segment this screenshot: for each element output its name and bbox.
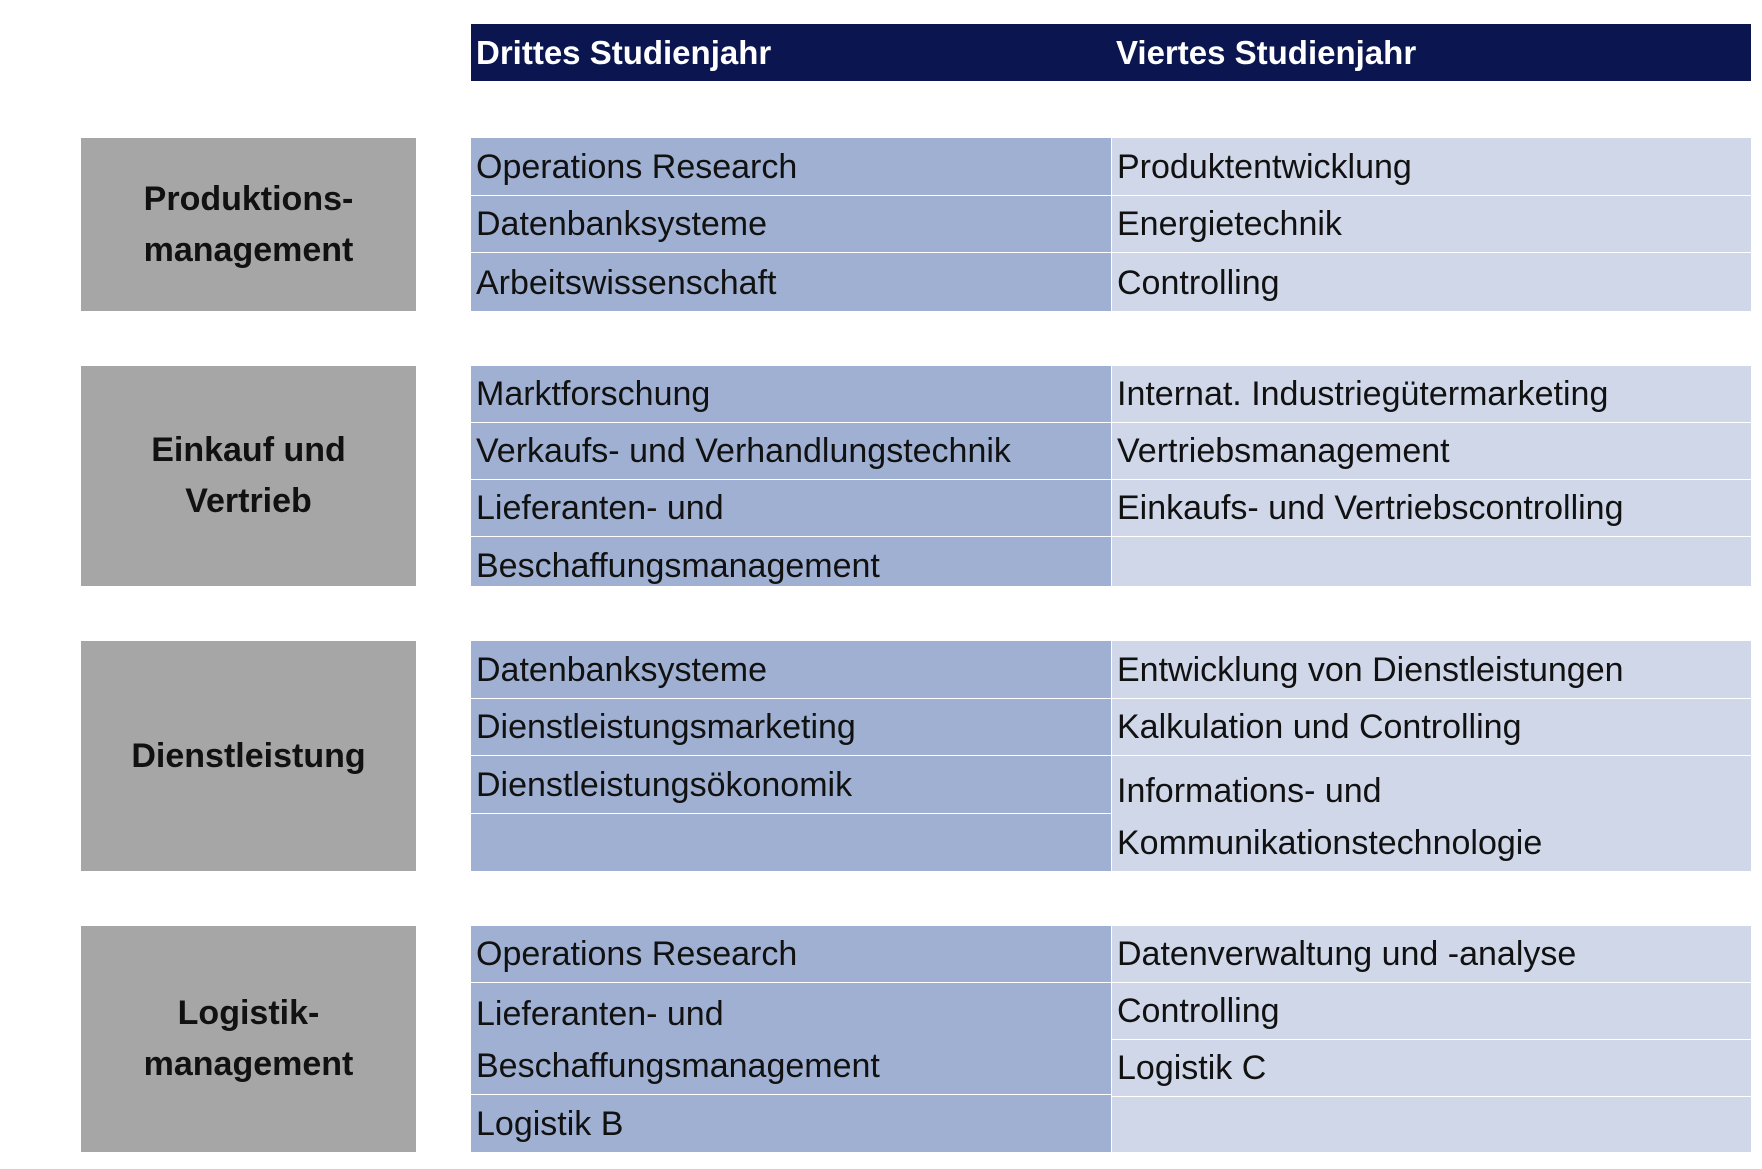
- course-cell: Verkaufs- und Verhandlungstechnik: [471, 423, 1111, 480]
- course-cell: Logistik B: [476, 1105, 624, 1143]
- course-cell: Internat. Industriegütermarketing: [1112, 366, 1751, 423]
- course-cell: Informations- und Kommunikationstechnologie: [1117, 772, 1543, 862]
- course-cell: Controlling: [1112, 983, 1751, 1040]
- course-cell: [1112, 537, 1751, 594]
- course-cell: Entwicklung von Dienstleistungen: [1112, 641, 1751, 699]
- course-cell: Lieferanten- und: [471, 480, 1111, 537]
- third-year-column: [471, 641, 1111, 871]
- group-produktionsmanagement: [0, 138, 1762, 311]
- course-cell: Arbeitswissenschaft: [476, 264, 777, 303]
- fourth-year-column: [1112, 926, 1751, 1152]
- course-cell: Operations Research: [471, 926, 1111, 983]
- course-cell: Dienstleistungsmarketing: [471, 699, 1111, 757]
- course-cell: Controlling: [1117, 264, 1280, 303]
- third-year-column: [471, 138, 1111, 311]
- group-label: Einkauf und Vertrieb: [81, 366, 416, 586]
- header-third-year: Drittes Studienjahr: [476, 34, 772, 71]
- course-cell: Einkaufs- und Vertriebscontrolling: [1112, 480, 1751, 537]
- course-cell: Datenbanksysteme: [471, 196, 1111, 254]
- course-cell: Energietechnik: [1112, 196, 1751, 254]
- group-einkauf-vertrieb: [0, 366, 1762, 586]
- course-cell: Marktforschung: [471, 366, 1111, 423]
- table-header: [471, 24, 1751, 81]
- course-cell: Datenbanksysteme: [471, 641, 1111, 699]
- course-cell: Operations Research: [471, 138, 1111, 196]
- course-cell: [1112, 1097, 1751, 1154]
- third-year-column: [471, 366, 1111, 586]
- group-logistikmanagement: [0, 926, 1762, 1152]
- header-fourth-year: Viertes Studienjahr: [1116, 34, 1417, 71]
- group-label: Dienstleistung: [81, 641, 416, 871]
- group-label: Logistik- management: [81, 926, 416, 1152]
- course-cell: Datenverwaltung und -analyse: [1112, 926, 1751, 983]
- fourth-year-column: [1112, 138, 1751, 311]
- group-label: Produktions- management: [81, 138, 416, 311]
- course-cell: Lieferanten- und Beschaffungsmanagement: [471, 983, 1111, 1095]
- course-cell: Beschaffungsmanagement: [476, 547, 880, 585]
- course-cell: Produktentwicklung: [1112, 138, 1751, 196]
- course-cell: Vertriebsmanagement: [1112, 423, 1751, 480]
- fourth-year-column: [1112, 641, 1751, 871]
- course-cell: Logistik C: [1112, 1040, 1751, 1097]
- course-cell: [471, 814, 1111, 872]
- course-cell: Kalkulation und Controlling: [1112, 699, 1751, 757]
- fourth-year-column: [1112, 366, 1751, 586]
- group-dienstleistung: [0, 641, 1762, 871]
- course-cell: Dienstleistungsökonomik: [471, 756, 1111, 814]
- third-year-column: [471, 926, 1111, 1152]
